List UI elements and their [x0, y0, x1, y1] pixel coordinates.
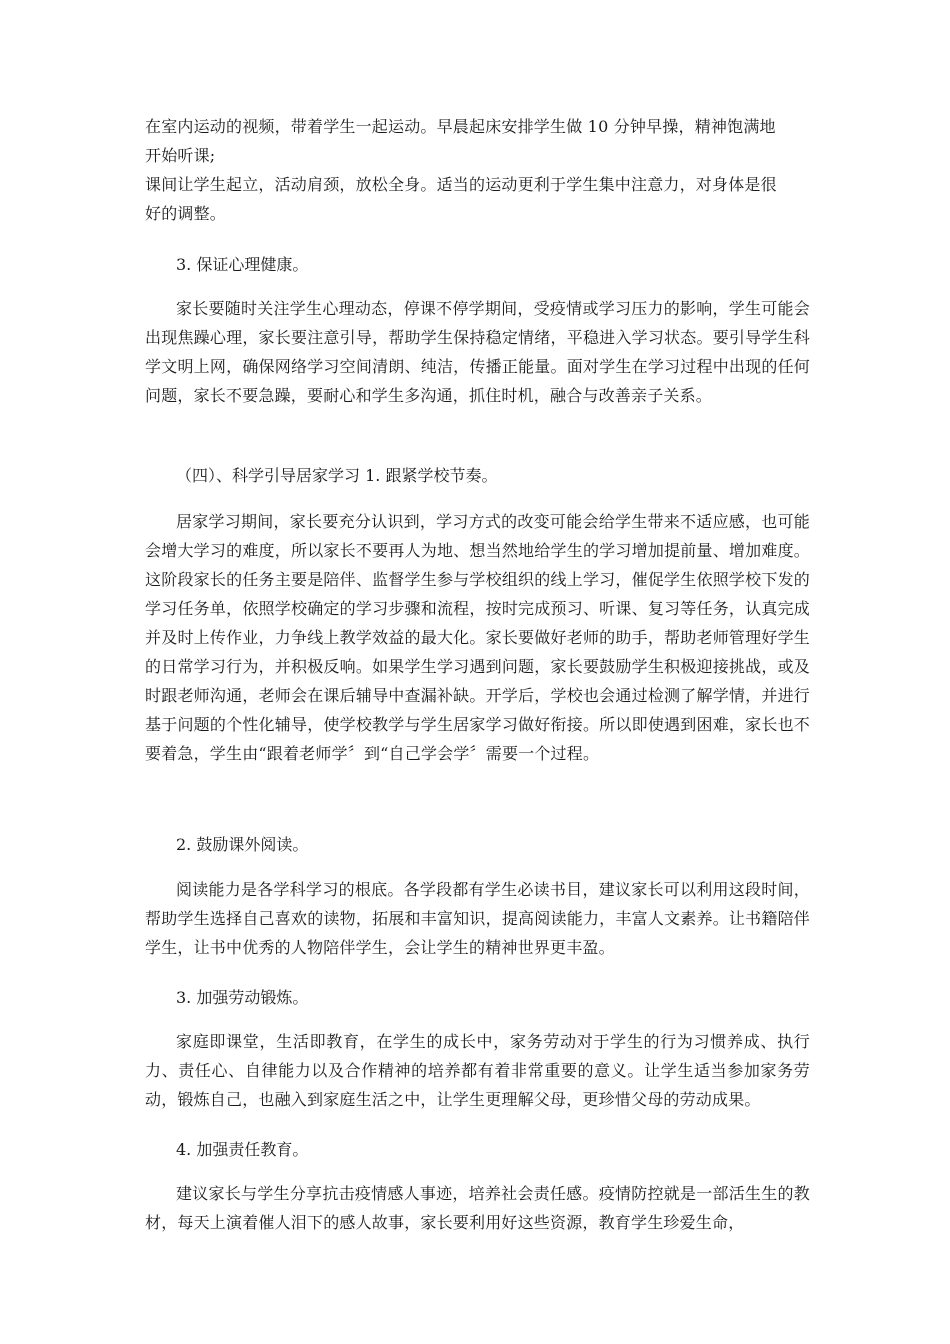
- heading-labor: 3. 加强劳动锻炼。: [176, 988, 309, 1007]
- paragraph-school-rhythm: 居家学习期间，家长要充分认识到，学习方式的改变可能会给学生带来不适应感，也可能会增大学习的难度，所以家长不要再人为地、想当然地给学生的学习增加提前量、增加难度。这阶段家长的任务主要是陪伴、监督学生参与学校组织的线上学习，催促学生依照学校下发的学习任务单，依照学校确定的学习步骤和流程，按时完成预习、听课、复习等任务，认真完成并及时上传作业，力争线上教学效益的最大化。家长要做好老师的助手，帮助老师管理好学生的日常学习行为，并积极反响。如果学生学习遇到问题，家长要鼓励学生积极迎接挑战，或及时跟老师沟通，老师会在课后辅导中查漏补缺。开学后，学校也会通过检测了解学情，并进行基于问题的个性化辅导，使学校教学与学生居家学习做好衔接。所以即使遇到困难，家长也不要着急，学生由“跟着老师学〞到“自己学会学〞需要一个过程。: [145, 512, 810, 763]
- heading-mental-health: 3. 保证心理健康。: [176, 255, 309, 274]
- text-line: 好的调整。: [145, 204, 227, 223]
- paragraph-responsibility: 建议家长与学生分享抗击疫情感人事迹，培养社会责任感。疫情防控就是一部活生生的教材，每天上演着催人泪下的感人故事，家长要利用好这些资源，教育学生珍爱生命，: [145, 1184, 810, 1232]
- paragraph-mental-health: 家长要随时关注学生心理动态，停课不停学期间，受疫情或学习压力的影响，学生可能会出现焦躁心理，家长要注意引导，帮助学生保持稳定情绪，平稳进入学习状态。要引导学生科学文明上网，确保网络学习空间清朗、纯洁，传播正能量。面对学生在学习过程中出现的任何问题，家长不要急躁，要耐心和学生多沟通，抓住时机，融合与改善亲子关系。: [145, 299, 810, 405]
- heading-reading: 2. 鼓励课外阅读。: [176, 835, 309, 854]
- heading-section-four: （四）、科学引导居家学习 1. 跟紧学校节奏。: [176, 466, 498, 485]
- paragraph-labor: 家庭即课堂，生活即教育，在学生的成长中，家务劳动对于学生的行为习惯养成、执行力、责任心、自律能力以及合作精神的培养都有着非常重要的意义。让学生适当参加家务劳动，锻炼自己，也融入到家庭生活之中，让学生更理解父母，更珍惜父母的劳动成果。: [145, 1032, 810, 1109]
- paragraph-exercise: [145, 112, 810, 228]
- heading-responsibility: 4. 加强责任教育。: [176, 1140, 309, 1159]
- paragraph-reading: 阅读能力是各学科学习的根底。各学段都有学生必读书目，建议家长可以利用这段时间，帮助学生选择自己喜欢的读物，拓展和丰富知识，提高阅读能力，丰富人文素养。让书籍陪伴学生，让书中优秀的人物陪伴学生，会让学生的精神世界更丰盈。: [145, 880, 810, 957]
- text-line: 在室内运动的视频，带着学生一起运动。早晨起床安排学生做 10 分钟早操，精神饱满地: [145, 117, 776, 136]
- text-line: 课间让学生起立，活动肩颈，放松全身。适当的运动更利于学生集中注意力，对身体是很: [145, 175, 777, 194]
- text-line: 开始听课;: [145, 146, 216, 165]
